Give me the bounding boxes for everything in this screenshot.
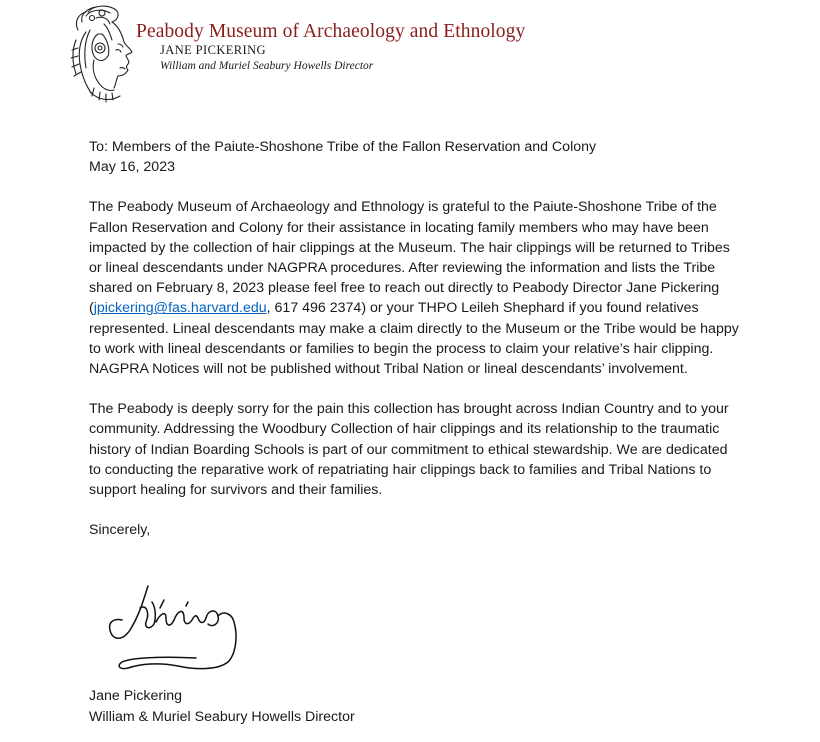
signer-title: William & Muriel Seabury Howells Director (89, 708, 355, 725)
letterhead (68, 4, 588, 108)
paragraph-1-part-2: , 617 496 2374) or your THPO Leileh Shephard if you found relatives represented. Lineal descendants may make a claim directly to the Museum or the Tribe would be happy to work with lineal descendants or families to begin the process to claim your relative’s hair clipping. NAGPRA Notices will not be published without Tribal Nation or lineal descendants’ involvement. (89, 300, 739, 378)
signoff-block (89, 686, 355, 727)
director-title: William and Muriel Seabury Howells Director (160, 60, 374, 72)
letter-date: May 16, 2023 (89, 159, 175, 176)
director-name: JANE PICKERING (160, 43, 266, 57)
paragraph-2: The Peabody is deeply sorry for the pain this collection has brought across Indian Country and to your community. Addressing the Woodbury Collection of hair clippings and its relationship to the traumatic history of Indian Boarding Schools is part of our commitment to ethical stewardship. We are dedicated to conducting the reparative work of repatriating hair clippings back to families and Tribal Nations to support healing for survivors and their families. (89, 401, 729, 499)
handwritten-signature-icon (100, 578, 250, 678)
closing: Sincerely, (89, 522, 151, 539)
paragraph-1-part-1: The Peabody Museum of Archaeology and Ethnology is grateful to the Paiute-Shoshone Tribe of the Fallon Reservation and Colony for their assistance in locating family members who may have been impacted by the collection of hair clippings at the Museum. The hair clippings will be returned to Tribes or lineal descendants under NAGPRA procedures. After reviewing the information and lists the Tribe shared on February 8, 2023 please feel free to reach out directly to Peabody Director Jane Pickering ( (89, 199, 730, 317)
museum-name: Peabody Museum of Archaeology and Ethnology (136, 21, 526, 42)
signer-name: Jane Pickering (89, 688, 183, 704)
paragraph-1 (89, 197, 739, 379)
director-email-link[interactable]: jpickering@fas.harvard.edu (93, 300, 267, 317)
mayan-head-profile-icon (68, 4, 140, 106)
letter-body (89, 137, 739, 540)
recipient-line: To: Members of the Paiute-Shoshone Tribe of the Fallon Reservation and Colony (89, 139, 597, 155)
